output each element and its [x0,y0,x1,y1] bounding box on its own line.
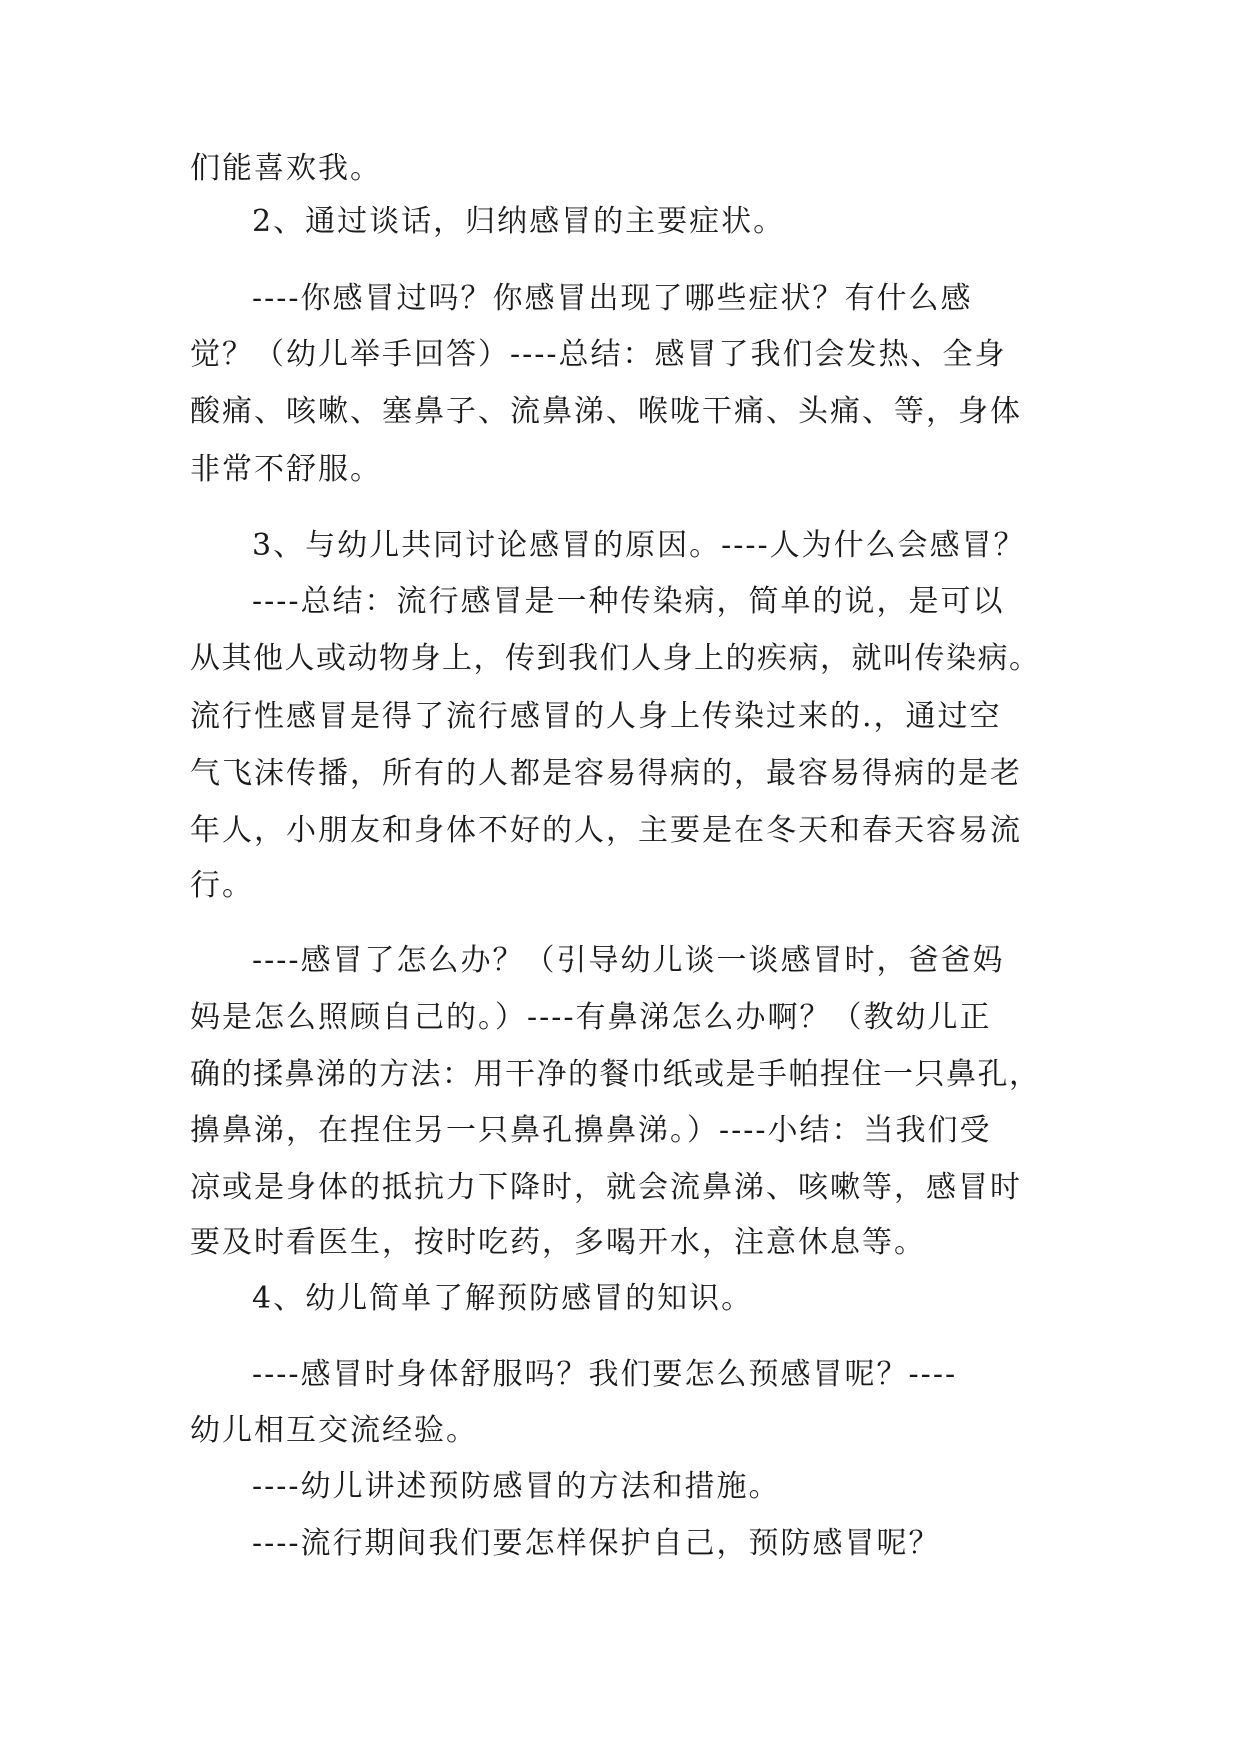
text-line: 气飞沫传播，所有的人都是容易得病的，最容易得病的是老 [190,756,1022,791]
text-line: 3、与幼儿共同讨论感冒的原因。----人为什么会感冒？ [252,528,1026,563]
text-line: 要及时看医生，按时吃药，多喝开水，注意休息等。 [190,1225,926,1260]
text-line: 凉或是身体的抵抗力下降时，就会流鼻涕、咳嗽等，感冒时 [190,1170,1022,1205]
text-line: 觉？（幼儿举手回答）----总结：感冒了我们会发热、全身 [190,337,1007,372]
text-line: 擤鼻涕，在捏住另一只鼻孔擤鼻涕。）----小结：当我们受 [190,1113,992,1148]
text-line: 流行性感冒是得了流行感冒的人身上传染过来的.，通过空 [190,699,1002,734]
text-line: 2、通过谈话，归纳感冒的主要症状。 [252,204,786,239]
text-line: 妈是怎么照顾自己的。）----有鼻涕怎么办啊？（教幼儿正 [190,1000,992,1035]
text-line: 酸痛、咳嗽、塞鼻子、流鼻涕、喉咙干痛、头痛、等，身体 [190,394,1022,429]
text-line: 确的揉鼻涕的方法：用干净的餐巾纸或是手帕捏住一只鼻孔， [190,1057,1041,1092]
text-line: ----感冒时身体舒服吗？我们要怎么预感冒呢？---- [252,1357,958,1392]
text-line: ----感冒了怎么办？（引导幼儿谈一谈感冒时，爸爸妈 [252,943,1005,978]
text-line: 们能喜欢我。 [190,151,382,186]
text-line: 非常不舒服。 [190,452,382,487]
text-line: 行。 [190,868,254,903]
text-line: ----幼儿讲述预防感冒的方法和措施。 [252,1469,781,1504]
text-line: ----总结：流行感冒是一种传染病，简单的说，是可以 [252,584,1005,619]
text-line: 4、幼儿简单了解预防感冒的知识。 [252,1281,754,1316]
text-line: 幼儿相互交流经验。 [190,1413,478,1448]
text-line: ----你感冒过吗？你感冒出现了哪些症状？有什么感 [252,281,973,316]
text-line: ----流行期间我们要怎样保护自己，预防感冒呢？ [252,1526,941,1561]
text-line: 从其他人或动物身上，传到我们人身上的疾病，就叫传染病。 [190,641,1041,676]
text-line: 年人，小朋友和身体不好的人，主要是在冬天和春天容易流 [190,813,1022,848]
